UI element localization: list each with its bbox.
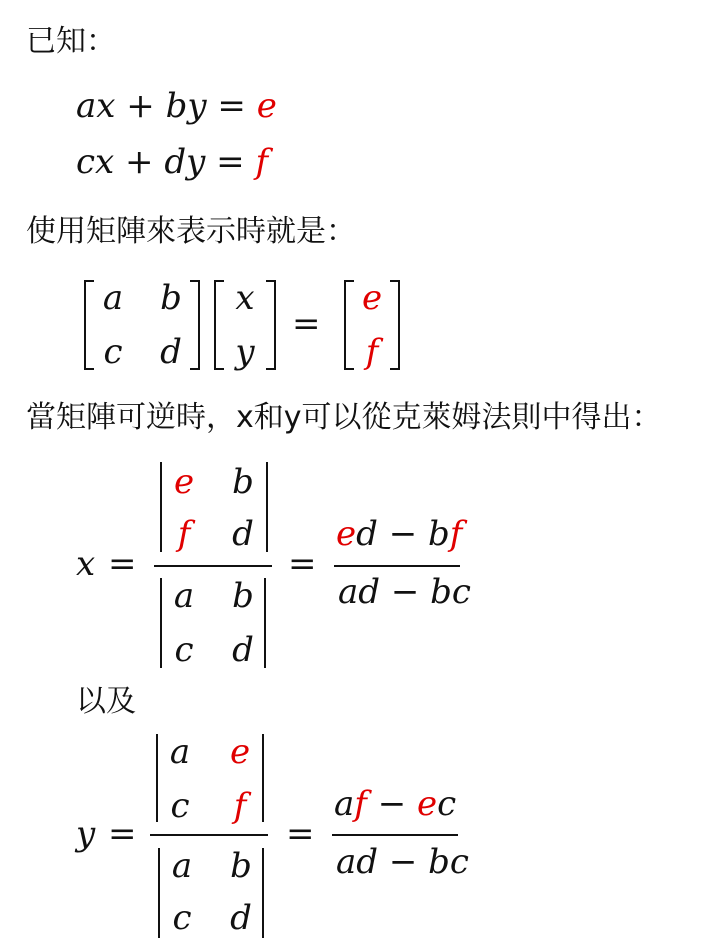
y-num-det-cell: a	[169, 732, 191, 772]
vector-x-left-bracket	[212, 280, 226, 370]
x-den-det-cell: c	[174, 630, 194, 670]
y-result-num-minus: −	[377, 784, 407, 824]
matrix-intro-text: 使用矩陣來表示時就是：	[26, 214, 356, 249]
eq2-plus: +	[125, 142, 154, 182]
x-result-numerator	[336, 514, 462, 554]
y-num-det-cell: c	[170, 786, 190, 826]
y-result-num-t2: f	[354, 784, 367, 824]
eq1-term-x: x	[96, 86, 116, 126]
y-result-denominator: ad − bc	[336, 842, 469, 882]
x-result-num-t2: d	[356, 514, 378, 554]
x-num-det-left-bar	[160, 462, 162, 552]
x-num-det-cell: d	[232, 514, 254, 554]
x-result-num-minus: −	[388, 514, 418, 554]
intro-text: 已知：	[26, 24, 116, 59]
y-num-det-right-bar	[262, 734, 264, 822]
x-den-det-cell: a	[173, 576, 195, 616]
eq1-term-a: a	[76, 86, 97, 126]
x-equals-2: =	[288, 544, 317, 584]
matrix-a-cell: b	[160, 278, 182, 318]
x-num-det-cell: f	[177, 514, 191, 554]
y-result-num-t3: e	[417, 784, 438, 824]
eq2-term-x: x	[95, 142, 115, 182]
vector-x-cell: x	[235, 278, 255, 318]
y-fraction-bar-2	[332, 834, 458, 836]
matrix-a-cell: c	[103, 332, 123, 372]
vector-b-cell: f	[365, 332, 379, 372]
eq1-rhs: e	[256, 86, 277, 126]
eq1-equals: =	[217, 86, 246, 126]
x-den-det-right-bar	[264, 578, 266, 668]
eq2-term-c: c	[76, 142, 96, 182]
y-den-det-cell: c	[172, 898, 192, 938]
x-fraction-bar-2	[334, 565, 460, 567]
eq2-rhs: f	[255, 142, 269, 182]
y-num-det-cell: f	[233, 786, 247, 826]
y-result-num-t1: a	[334, 784, 355, 824]
eq2-term-d: d	[164, 142, 187, 182]
x-num-det-cell: b	[232, 462, 254, 502]
y-fraction-bar-1	[150, 834, 268, 836]
vector-x-cell: y	[235, 332, 255, 372]
x-den-det-cell: d	[232, 630, 254, 670]
x-den-det-cell: b	[232, 576, 254, 616]
x-equals-1: =	[108, 544, 137, 584]
y-equals-2: =	[286, 814, 315, 854]
matrix-a-cell: a	[102, 278, 124, 318]
y-variable: y	[76, 814, 96, 854]
eq1-plus: +	[126, 86, 155, 126]
y-num-det-cell: e	[229, 732, 251, 772]
y-den-det-cell: d	[230, 898, 252, 938]
y-den-det-right-bar	[262, 848, 264, 938]
y-den-det-cell: b	[230, 846, 252, 886]
vector-b-right-bracket	[388, 280, 402, 370]
x-fraction-bar-1	[154, 565, 272, 567]
x-result-num-t4: f	[449, 514, 463, 554]
y-num-det-left-bar	[156, 734, 158, 822]
eq1-term-y: y	[187, 86, 207, 126]
y-result-numerator	[334, 784, 456, 824]
equation-2	[76, 142, 268, 182]
eq1-term-b: b	[165, 86, 188, 126]
x-variable: x	[76, 544, 96, 584]
y-equals-1: =	[108, 814, 137, 854]
y-result-num-t4: c	[437, 784, 457, 824]
x-num-det-right-bar	[266, 462, 268, 552]
x-num-det-cell: e	[173, 462, 195, 502]
x-result-denominator: ad − bc	[338, 572, 471, 612]
y-den-det-left-bar	[158, 848, 160, 938]
x-den-det-left-bar	[160, 578, 162, 668]
eq2-term-y: y	[186, 142, 206, 182]
equation-1	[76, 86, 277, 126]
matrix-a-right-bracket	[188, 280, 202, 370]
x-result-num-t1: e	[336, 514, 357, 554]
matrix-equals: =	[292, 304, 321, 344]
vector-x-right-bracket	[264, 280, 278, 370]
x-result-num-t3: b	[428, 514, 450, 554]
y-den-det-cell: a	[171, 846, 193, 886]
matrix-a-cell: d	[160, 332, 182, 372]
eq2-equals: =	[216, 142, 245, 182]
and-text: 以及	[76, 684, 136, 719]
vector-b-cell: e	[361, 278, 383, 318]
cramer-intro-text: 當矩陣可逆時，x和y可以從克萊姆法則中得出：	[26, 400, 662, 435]
